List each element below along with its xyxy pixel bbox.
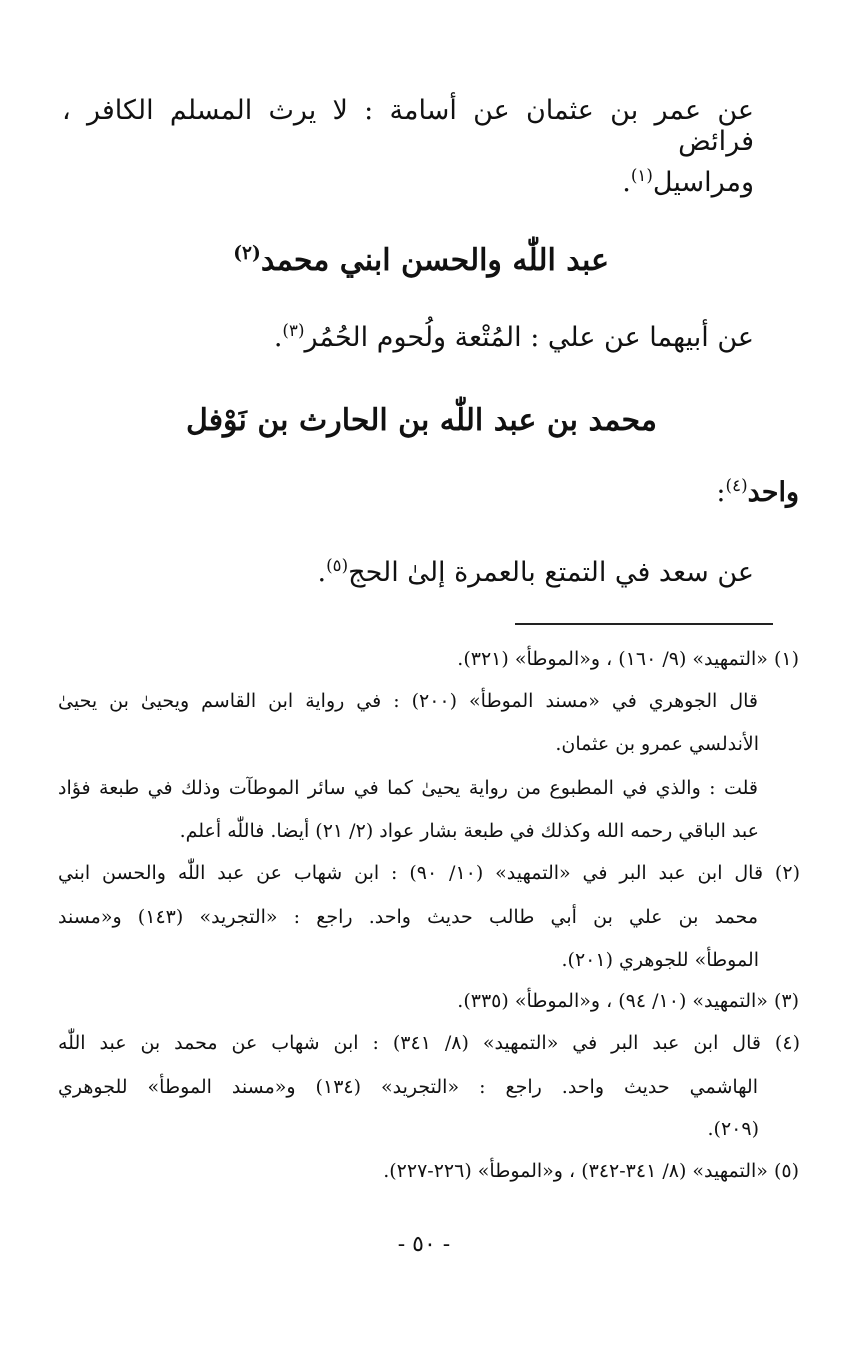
footnote-ref-2: (٢) <box>233 243 261 264</box>
footnote-1: (١) «التمهيد» (٩/ ١٦٠) ، و«الموطأ» (٣٢١). <box>457 648 799 670</box>
body-line-3-text: عن أبيهما عن علي : المُتْعة ولُحوم الحُمُر <box>304 322 754 353</box>
footnote-ref-4: (٤) <box>725 475 748 495</box>
body-line-1: عن عمر بن عثمان عن أسامة : لا يرث المسلم الكافر ، فرائض <box>62 95 754 157</box>
footnote-1-line-b: الأندلسي عمرو بن عثمان. <box>555 733 759 755</box>
body-line-2-text: ومراسيل <box>652 167 754 198</box>
footnote-4-line-a: (٤) قال ابن عبد البر في «التمهيد» (٨/ ٣٤١) : ابن شهاب عن محمد بن عبد اللّٰه <box>58 1032 800 1054</box>
footnote-4-line-c: (٢٠٩). <box>707 1118 759 1140</box>
footnote-1-line-c: قلت : والذي في المطبوع من رواية يحيىٰ كما في سائر الموطآت وذلك في طبعة فؤاد <box>58 777 758 799</box>
footnote-separator <box>515 623 773 625</box>
footnote-ref-3: (٣) <box>282 320 305 340</box>
footnote-2-line-a: (٢) قال ابن عبد البر في «التمهيد» (١٠/ ٩٠) : ابن شهاب عن عبد اللّٰه والحسن ابني <box>58 862 800 884</box>
footnote-ref-1: (١) <box>630 165 653 185</box>
wahid-text: واحد <box>747 477 799 508</box>
footnote-5: (٥) «التمهيد» (٨/ ٣٤١-٣٤٢) ، و«الموطأ» (٢٢٦-٢٢٧). <box>383 1160 799 1182</box>
footnote-2-line-c: الموطأ» للجوهري (٢٠١). <box>561 949 759 971</box>
footnote-ref-5: (٥) <box>326 555 349 575</box>
section-heading-2: محمد بن عبد اللّٰه بن الحارث بن نَوْفل <box>185 403 657 438</box>
body-line-4 <box>317 555 754 588</box>
section-heading-1-text: عبد اللّٰه والحسن ابني محمد <box>260 243 609 278</box>
footnote-3: (٣) «التمهيد» (١٠/ ٩٤) ، و«الموطأ» (٣٣٥). <box>457 990 799 1012</box>
body-line-2 <box>622 165 754 198</box>
section-heading-1 <box>233 243 609 278</box>
footnote-1-line-d: عبد الباقي رحمه الله وكذلك في طبعة بشار عواد (٢/ ٢١) أيضا. فاللّٰه أعلم. <box>179 820 759 842</box>
footnote-4-line-b: الهاشمي حديث واحد. راجع : «التجريد» (١٣٤) و«مسند الموطأ» للجوهري <box>58 1076 759 1098</box>
wahid-end: : <box>716 477 726 508</box>
body-line-3 <box>274 320 754 353</box>
footnote-2-line-b: محمد بن علي بن أبي طالب حديث واحد. راجع : «التجريد» (١٤٣) و«مسند <box>58 906 758 928</box>
wahid-line <box>716 475 799 508</box>
body-line-2-end: . <box>622 167 631 198</box>
footnote-1-line-a: قال الجوهري في «مسند الموطأ» (٢٠٠) : في رواية ابن القاسم ويحيىٰ بن يحيىٰ <box>58 690 758 712</box>
body-line-3-end: . <box>273 322 283 353</box>
body-line-4-end: . <box>317 557 327 588</box>
page-number: - ٥٠ - <box>397 1232 451 1257</box>
body-line-4-text: عن سعد في التمتع بالعمرة إلىٰ الحج <box>348 557 754 588</box>
